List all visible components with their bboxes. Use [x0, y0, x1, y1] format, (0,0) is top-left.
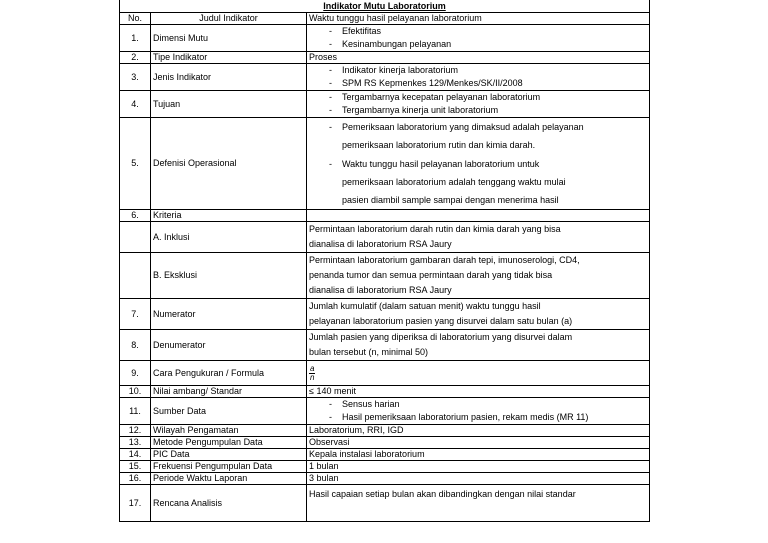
row-number: 8. — [120, 330, 151, 361]
row-label: B. Eksklusi — [151, 253, 307, 299]
row-number — [120, 222, 151, 253]
row-value: 1 bulan — [307, 461, 650, 473]
row-label: Jenis Indikator — [151, 64, 307, 91]
table-row — [120, 398, 650, 425]
row-label: Denumerator — [151, 330, 307, 361]
row-value — [307, 25, 650, 52]
row-number: 2. — [120, 52, 151, 64]
formula-fraction — [309, 365, 315, 382]
table-row — [120, 461, 650, 473]
text-line: Jumlah pasien yang diperiksa di laboratorium yang disurvei dalam — [309, 332, 573, 343]
table-row — [120, 222, 650, 253]
bullet-item: - Kesinambungan pelayanan — [309, 38, 647, 51]
bullet-item: - Tergambarnya kinerja unit laboratorium — [309, 104, 647, 117]
row-label: Tujuan — [151, 91, 307, 118]
table-row — [120, 118, 650, 210]
row-number: 4. — [120, 91, 151, 118]
row-value — [307, 330, 650, 361]
row-value: 3 bulan — [307, 473, 650, 485]
text-line: pelayanan laboratorium pasien yang disurvei dalam satu bulan (a) — [309, 316, 573, 327]
text-line: - Pemeriksaan laboratorium yang dimaksud adalah pelayanan — [309, 118, 647, 136]
text-line: - Waktu tunggu hasil pelayanan laboratorium untuk — [309, 155, 647, 173]
row-value: Proses — [307, 52, 650, 64]
table-row — [120, 52, 650, 64]
table-row — [120, 25, 650, 52]
row-number: 12. — [120, 425, 151, 437]
row-label: Kriteria — [151, 210, 307, 222]
row-value — [307, 91, 650, 118]
row-number — [120, 253, 151, 299]
bullet-item: - SPM RS Kepmenkes 129/Menkes/SK/II/2008 — [309, 77, 647, 90]
header-judul: Judul Indikator — [151, 13, 307, 25]
row-label: Nilai ambang/ Standar — [151, 386, 307, 398]
row-value: ≤ 140 menit — [307, 386, 650, 398]
row-label: Wilayah Pengamatan — [151, 425, 307, 437]
indicator-table — [119, 0, 650, 522]
row-label: Cara Pengukuran / Formula — [151, 361, 307, 386]
table-row — [120, 386, 650, 398]
text-line: pasien diambil sample sampai dengan menerima hasil — [342, 195, 559, 206]
formula-denominator: n — [310, 372, 315, 382]
table-row — [120, 210, 650, 222]
row-label: Tipe Indikator — [151, 52, 307, 64]
table-row — [120, 449, 650, 461]
row-number: 10. — [120, 386, 151, 398]
text-line: pemeriksaan laboratorium rutin dan kimia darah. — [342, 140, 536, 151]
row-label: Metode Pengumpulan Data — [151, 437, 307, 449]
bullet-item: - Tergambarnya kecepatan pelayanan laboratorium — [309, 91, 647, 104]
bullet-item: - Sensus harian — [309, 398, 647, 411]
row-label: Sumber Data — [151, 398, 307, 425]
row-value — [307, 64, 650, 91]
text-line: penanda tumor dan semua permintaan darah yang tidak bisa — [309, 270, 553, 281]
row-value — [307, 398, 650, 425]
bullet-item: - Efektifitas — [309, 25, 647, 38]
row-value — [307, 118, 650, 210]
table-row — [120, 485, 650, 522]
row-value — [307, 361, 650, 386]
text-line: bulan tersebut (n, minimal 50) — [309, 347, 429, 358]
row-number: 16. — [120, 473, 151, 485]
text-line: Hasil capaian setiap bulan akan dibandingkan dengan nilai standar — [309, 489, 576, 500]
row-value — [307, 299, 650, 330]
row-number: 7. — [120, 299, 151, 330]
bullet-item: - Hasil pemeriksaan laboratorium pasien, rekam medis (MR 11) — [309, 411, 647, 424]
table-title: Indikator Mutu Laboratorium — [120, 0, 650, 13]
text-line: Jumlah kumulatif (dalam satuan menit) waktu tunggu hasil — [309, 301, 541, 312]
formula-numerator: a — [310, 363, 315, 373]
text-line: dianalisa di laboratorium RSA Jaury — [309, 285, 452, 296]
header-value: Waktu tunggu hasil pelayanan laboratorium — [307, 13, 650, 25]
row-value: Laboratorium, RRI, IGD — [307, 425, 650, 437]
text-line: Permintaan laboratorium darah rutin dan kimia darah yang bisa — [309, 224, 561, 235]
row-value — [307, 485, 650, 522]
row-number: 15. — [120, 461, 151, 473]
row-value — [307, 210, 650, 222]
row-label: Rencana Analisis — [151, 485, 307, 522]
table-row — [120, 91, 650, 118]
row-value — [307, 253, 650, 299]
row-label: A. Inklusi — [151, 222, 307, 253]
table-row — [120, 473, 650, 485]
row-number: 9. — [120, 361, 151, 386]
row-label: Dimensi Mutu — [151, 25, 307, 52]
row-number: 6. — [120, 210, 151, 222]
table-row — [120, 64, 650, 91]
table-row — [120, 253, 650, 299]
text-line: Permintaan laboratorium gambaran darah tepi, imunoserologi, CD4, — [309, 255, 580, 266]
row-value: Kepala instalasi laboratorium — [307, 449, 650, 461]
text-line: pemeriksaan laboratorium adalah tenggang waktu mulai — [342, 176, 566, 187]
row-number: 1. — [120, 25, 151, 52]
table-row — [120, 299, 650, 330]
row-number: 5. — [120, 118, 151, 210]
table-row — [120, 330, 650, 361]
row-number: 3. — [120, 64, 151, 91]
table-row — [120, 437, 650, 449]
row-number: 13. — [120, 437, 151, 449]
bullet-item: - Indikator kinerja laboratorium — [309, 64, 647, 77]
table-row — [120, 425, 650, 437]
title-row — [120, 0, 650, 13]
row-label: Periode Waktu Laporan — [151, 473, 307, 485]
text-line — [309, 503, 647, 521]
row-label: Defenisi Operasional — [151, 118, 307, 210]
row-number: 14. — [120, 449, 151, 461]
row-number: 11. — [120, 398, 151, 425]
row-value: Observasi — [307, 437, 650, 449]
header-row — [120, 13, 650, 25]
row-number: 17. — [120, 485, 151, 522]
table-row — [120, 361, 650, 386]
row-label: Numerator — [151, 299, 307, 330]
header-no: No. — [120, 13, 151, 25]
row-value — [307, 222, 650, 253]
row-label: Frekuensi Pengumpulan Data — [151, 461, 307, 473]
row-label: PIC Data — [151, 449, 307, 461]
text-line: dianalisa di laboratorium RSA Jaury — [309, 239, 452, 250]
